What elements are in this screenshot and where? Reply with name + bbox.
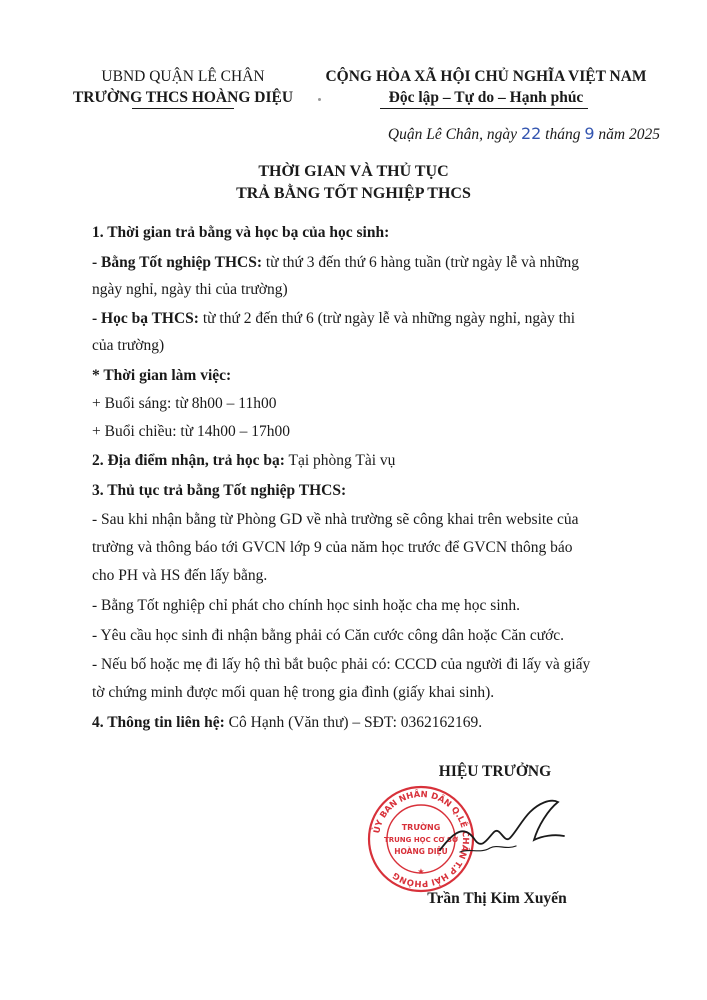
section1-item1 (92, 250, 579, 276)
issuing-authority (58, 66, 308, 108)
svg-text:TRUNG HỌC CƠ SỞ: TRUNG HỌC CƠ SỞ (383, 836, 459, 844)
section2-text: Tại phòng Tài vụ (284, 452, 396, 469)
item1-text-a: từ thứ 3 đến thứ 6 hàng tuần (trừ ngày lễ và những (261, 254, 580, 271)
section4-text: Cô Hạnh (Văn thư) – SĐT: 0362162169. (224, 714, 483, 731)
item2-text-a: từ thứ 2 đến thứ 6 (trừ ngày lễ và những ngày nghỉ, ngày thi (198, 310, 575, 327)
item2-label: - Học bạ THCS: (92, 310, 199, 327)
section2-heading: 2. Địa điểm nhận, trả học bạ: (92, 452, 285, 469)
national-motto: Độc lập – Tự do – Hạnh phúc (388, 89, 584, 106)
svg-text:★: ★ (417, 867, 425, 876)
document-body (92, 220, 662, 740)
scan-dot (318, 98, 321, 101)
signer-title: HIỆU TRƯỞNG (438, 763, 552, 780)
item1-label: - Bằng Tốt nghiệp THCS: (92, 254, 262, 271)
section3-p1-c: cho PH và HS đến lấy bằng. (92, 567, 268, 584)
section1-item2-cont: của trường) (92, 337, 165, 354)
section3-p1-a: - Sau khi nhận bằng từ Phòng GD về nhà trường sẽ công khai trên website của (92, 511, 579, 528)
section1-item1-cont: ngày nghỉ, ngày thi của trường) (92, 281, 288, 298)
school-name: TRƯỜNG THCS HOÀNG DIỆU (72, 89, 294, 106)
principal-signature (430, 790, 570, 870)
date-month-label: tháng (545, 126, 581, 143)
section3-p2: - Bằng Tốt nghiệp chỉ phát cho chính học sinh hoặc cha mẹ học sinh. (92, 597, 521, 614)
section3-p3: - Yêu cầu học sinh đi nhận bằng phải có Căn cước công dân hoặc Căn cước. (92, 627, 565, 644)
svg-text:HOÀNG DIỆU: HOÀNG DIỆU (394, 847, 448, 856)
section1-heading: 1. Thời gian trả bằng và học bạ của học sinh: (92, 224, 390, 241)
work-time-afternoon: + Buổi chiều: từ 14h00 – 17h00 (92, 423, 290, 440)
document-title-line1: THỜI GIAN VÀ THỦ TỤC (258, 163, 449, 180)
country-name: CỘNG HÒA XÃ HỘI CHỦ NGHĨA VIỆT NAM (325, 68, 647, 85)
svg-text:TRƯỜNG: TRƯỜNG (401, 823, 441, 832)
date-prefix: Quận Lê Chân, ngày (387, 126, 518, 143)
district-name: UBND QUẬN LÊ CHÂN (101, 68, 265, 85)
section3-p4-a: - Nếu bố hoặc mẹ đi lấy hộ thì bắt buộc phải có: CCCD của người đi lấy và giấy (92, 656, 591, 673)
section2 (92, 448, 395, 474)
work-time-morning: + Buổi sáng: từ 8h00 – 11h00 (92, 395, 277, 412)
date-day: 22 (520, 124, 542, 143)
svg-text:ỦY BAN NHÂN DÂN Q.LÊ CHÂN T.P: ỦY BAN NHÂN DÂN Q.LÊ CHÂN T.P HẢI PHÒNG (372, 789, 471, 889)
date-year: năm 2025 (598, 126, 660, 143)
section1-item2 (92, 306, 575, 332)
work-time-heading: * Thời gian làm việc: (92, 367, 232, 384)
document-title-line2: TRẢ BẰNG TỐT NGHIỆP THCS (236, 185, 471, 202)
place-date-line (300, 124, 660, 144)
date-month: 9 (584, 124, 595, 143)
school-name-underline (132, 108, 234, 109)
national-header (312, 66, 660, 108)
section4-heading: 4. Thông tin liên hệ: (92, 714, 225, 731)
section3-heading: 3. Thủ tục trả bằng Tốt nghiệp THCS: (92, 482, 347, 499)
signer-name: Trần Thị Kim Xuyến (427, 890, 567, 907)
section4 (92, 710, 482, 736)
motto-underline (380, 108, 588, 109)
section3-p1-b: trường và thông báo tới GVCN lớp 9 của năm học trước để GVCN thông báo (92, 539, 573, 556)
section3-p4-b: tờ chứng minh được mối quan hệ trong gia đình (giấy khai sinh). (92, 684, 495, 701)
